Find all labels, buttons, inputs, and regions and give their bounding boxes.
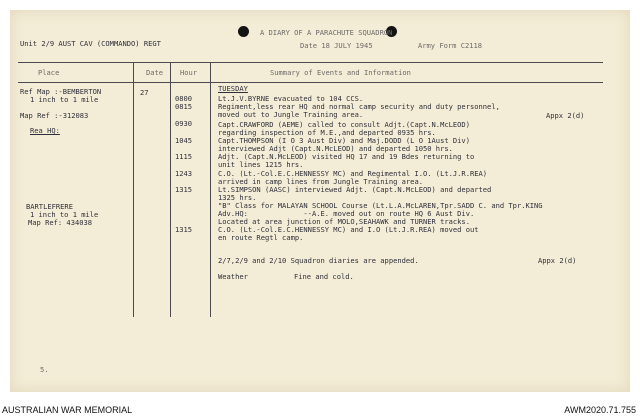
entry-line: regarding inspection of M.E.,and departed 0935 hrs. [218, 128, 436, 137]
place-ref-2: BARTLEFRERE [26, 202, 73, 211]
rear-hq: Rea HQ: [30, 126, 60, 135]
column-divider [133, 62, 134, 317]
diary-date: Date 18 JULY 1945 [300, 41, 373, 50]
diary-title: A DIARY OF A PARACHUTE SQUADRON [260, 28, 393, 37]
entry-line: C.O. (Lt.-Col.E.C.HENNESSY MC) and I.O (Lt.J.R.REA) moved out [218, 225, 479, 234]
entry-hour: 0800 [175, 94, 193, 103]
col-header-summary: Summary of Events and Information [270, 68, 411, 77]
weather-value: Fine and cold. [294, 272, 354, 281]
entry-hour: 0930 [175, 119, 193, 128]
day-name: TUESDAY [218, 84, 248, 93]
entry-line: Lt.J.V.BYRNE evacuated to 104 CCS. [218, 94, 364, 103]
day-number: 27 [140, 88, 149, 97]
map-ref-2: Map Ref: 434038 [28, 218, 93, 227]
unit-name: Unit 2/9 AUST CAV (COMMANDO) REGT [20, 39, 161, 48]
scale-2: 1 inch to 1 mile [30, 210, 99, 219]
place-ref-1: Ref Map :-BEMBERTON [20, 87, 102, 96]
entry-hour: 1315 [175, 185, 193, 194]
col-header-date: Date [146, 68, 164, 77]
entry-line: Lt.SIMPSON (AASC) interviewed Adjt. (Capt.N.McLEOD) and departed [218, 185, 492, 194]
footer-source: AUSTRALIAN WAR MEMORIAL [2, 405, 133, 415]
entry-line: unit lines 1215 hrs. [218, 160, 304, 169]
punch-hole [238, 26, 249, 37]
entry-line: Regiment,less rear HQ and normal camp security and duty personnel, [218, 102, 500, 111]
entry-line: Capt.THOMPSON (I O 3 Aust Div) and Maj.DODD (L O 1Aust Div) [218, 136, 470, 145]
column-divider [210, 62, 211, 317]
entry-hour: 1243 [175, 169, 193, 178]
footer-accession: AWM2020.71.755 [564, 405, 636, 415]
entry-line: arrived in camp lines from Jungle Training area. [218, 177, 423, 186]
header-rule-top [18, 62, 603, 63]
column-divider [170, 62, 171, 317]
diary-page [10, 10, 630, 392]
entry-line: Located at area junction of MOLO,SEAHAWK and TURNER tracks. [218, 217, 470, 226]
scale-1: 1 inch to 1 mile [30, 95, 99, 104]
page-mark: 5. [40, 365, 49, 374]
appendix-ref: Appx 2(d) [546, 111, 585, 120]
appended-note: 2/7,2/9 and 2/10 Squadron diaries are appended. [218, 256, 419, 265]
entry-hour: 0815 [175, 102, 193, 111]
entry-line: Adjt. (Capt.N.McLEOD) visited HQ 17 and 19 Bdes returning to [218, 152, 475, 161]
entry-hour: 1115 [175, 152, 193, 161]
entry-line: interviewed Adjt (Capt.N.McLEOD) and departed 1050 hrs. [218, 144, 453, 153]
entry-hour: 1315 [175, 225, 193, 234]
col-header-place: Place [38, 68, 60, 77]
weather-label: Weather [218, 272, 248, 281]
entry-line: C.O. (Lt.-Col.E.C.HENNESSY MC) and Regimental I.O. (Lt.J.R.REA) [218, 169, 488, 178]
header-rule-bottom [18, 82, 603, 83]
entry-line: 1325 hrs. [218, 193, 257, 202]
entry-line: Capt.CRAWFORD (AEME) called to consult Adjt.(Capt.N.McLEOD) [218, 120, 470, 129]
entry-hour: 1045 [175, 136, 193, 145]
entry-line: "B" Class for MALAYAN SCHOOL Course (Lt.L.A.McLAREN,Tpr.SADD C. and Tpr.KING [218, 201, 543, 210]
map-ref-1: Map Ref :-312083 [20, 111, 89, 120]
appendix-ref: Appx 2(d) [538, 256, 577, 265]
entry-line: moved out to Jungle Training area. [218, 110, 364, 119]
col-header-hour: Hour [180, 68, 198, 77]
entry-line: Adv.HQ: --A.E. moved out on route HQ 6 Aust Div. [218, 209, 475, 218]
entry-line: en route Regtl camp. [218, 233, 304, 242]
army-form: Army Form C2118 [418, 41, 483, 50]
